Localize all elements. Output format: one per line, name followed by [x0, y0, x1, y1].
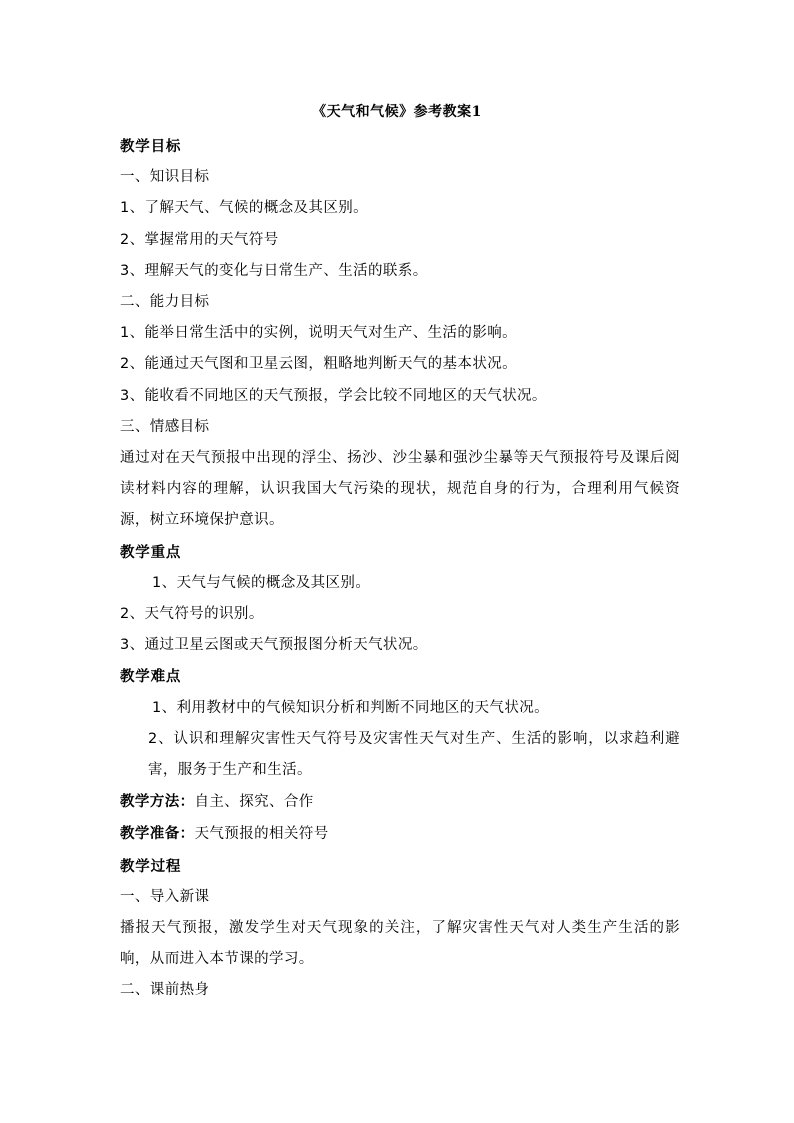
goals-heading: 教学目标 — [120, 138, 182, 155]
key-point-item: 3、通过卫星云图或天气预报图分析天气状况。 — [120, 637, 428, 654]
ability-item: 2、能通过天气图和卫星云图，粗略地判断天气的基本状况。 — [120, 356, 518, 373]
method-label: 教学方法： — [120, 793, 195, 811]
knowledge-item: 2、掌握常用的天气符号 — [120, 231, 279, 248]
intro-heading: 一、导入新课 — [120, 888, 210, 905]
difficulty-heading: 教学难点 — [120, 668, 182, 686]
document-title: 《天气和气候》参考教案1 — [312, 104, 482, 120]
warmup-heading: 二、课前热身 — [120, 982, 210, 999]
ability-heading: 二、能力目标 — [120, 294, 210, 311]
difficulty-item: 1、利用教材中的气候知识分析和判断不同地区的天气状况。 — [152, 699, 550, 716]
emotion-heading: 三、情感目标 — [120, 418, 210, 435]
key-points-heading: 教学重点 — [120, 543, 182, 561]
knowledge-item: 3、理解天气的变化与日常生产、生活的联系。 — [120, 262, 428, 279]
method-value: 自主、探究、合作 — [194, 794, 314, 811]
document-body — [120, 131, 680, 1007]
prep-line — [120, 818, 680, 850]
intro-paragraph: 播报天气预报，激发学生对天气现象的关注，了解灾害性天气对人类生产生活的影响，从而进入本节课的学习。 — [120, 920, 680, 968]
knowledge-item: 1、了解天气、气候的概念及其区别。 — [120, 200, 369, 217]
method-line — [120, 786, 680, 818]
prep-label: 教学准备： — [120, 825, 195, 843]
ability-item: 3、能收看不同地区的天气预报，学会比较不同地区的天气状况。 — [120, 387, 547, 404]
process-heading: 教学过程 — [120, 857, 182, 875]
key-point-item: 2、天气符号的识别。 — [120, 606, 264, 623]
emotion-paragraph: 通过对在天气预报中出现的浮尘、扬沙、沙尘暴和强沙尘暴等天气预报符号及课后阅读材料内容的理解，认识我国大气污染的现状，规范自身的行为，合理利用气候资源，树立环境保护意识。 — [120, 450, 680, 529]
difficulty-item: 2、认识和理解灾害性天气符号及灾害性天气对生产、生活的影响，以求趋利避害，服务于生产和生活。 — [148, 730, 680, 779]
knowledge-heading: 一、知识目标 — [120, 169, 210, 186]
key-point-item: 1、天气与气候的概念及其区别。 — [152, 574, 371, 591]
prep-value: 天气预报的相关符号 — [194, 826, 329, 843]
ability-item: 1、能举日常生活中的实例，说明天气对生产、生活的影响。 — [120, 325, 518, 342]
